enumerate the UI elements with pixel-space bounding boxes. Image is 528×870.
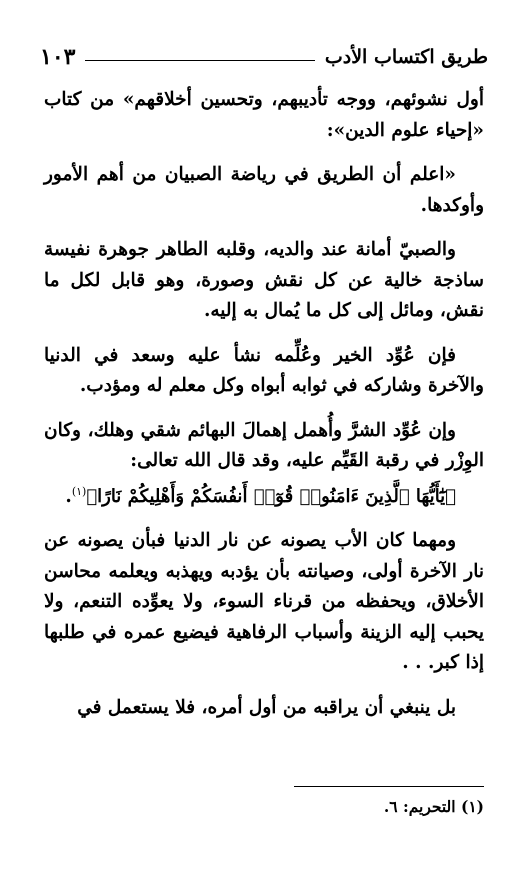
quran-verse-line [44,477,484,513]
paragraph-7: بل ينبغي أن يراقبه من أول أمره، فلا يستعمل في [77,696,456,718]
page-header [40,42,488,72]
footnote-rule [294,786,484,787]
body-text [44,85,484,723]
running-title: طريق اكتساب الأدب [324,46,488,68]
paragraph-6: ومهما كان الأب يصونه عن نار الدنيا فبأن يصونه عن نار الآخرة أولى، وصيانته بأن يؤدبه ويهذبه ويعلمه محاسن الأخلاق، ويحفظه من قرناء السوء، ولا يعوِّده التنعم، ولا يحبب إليه الزينة وأسباب الرفاهية فيضيع عمره في طلبها إذا كبر. . . [44,530,484,674]
paragraph-1: أول نشوئهم، ووجه تأديبهم، وتحسين أخلاقهم» من كتاب «إحياء علوم الدين»: [44,89,484,141]
page-number: ١٠٣ [40,44,76,70]
verse-end: . [65,485,72,507]
header-rule [85,60,314,61]
footnote: (١) التحريم: ٦. [383,797,484,816]
paragraph-3: والصبيّ أمانة عند والديه، وقلبه الطاهر جوهرة نفيسة ساذجة خالية عن كل نقش وصورة، وهو قابل لكل ما نقش، ومائل إلى كل ما يُمال به إليه. [44,239,484,321]
footnote-reference: (١) [71,484,87,498]
paragraph-4: فإن عُوِّد الخير وعُلِّمه نشأ عليه وسعد في الدنيا والآخرة وشاركه في ثوابه أبواه وكل معلم له ومؤدب. [44,344,484,396]
quran-verse: ﴿يَٰٓأَيُّهَا ٱلَّذِينَ ءَامَنُوا۟ قُوٓا۟ أَنفُسَكُمْ وَأَهْلِيكُمْ نَارًا﴾ [86,485,456,507]
paragraph-2: «اعلم أن الطريق في رياضة الصبيان من أهم الأمور وأوكدها. [44,164,484,216]
paragraph-5: وإن عُوِّد الشرَّ وأُهمل إهمالَ البهائم شقي وهلك، وكان الوِزْر في رقبة القَيِّم عليه، وقد قال الله تعالى: [44,419,484,471]
